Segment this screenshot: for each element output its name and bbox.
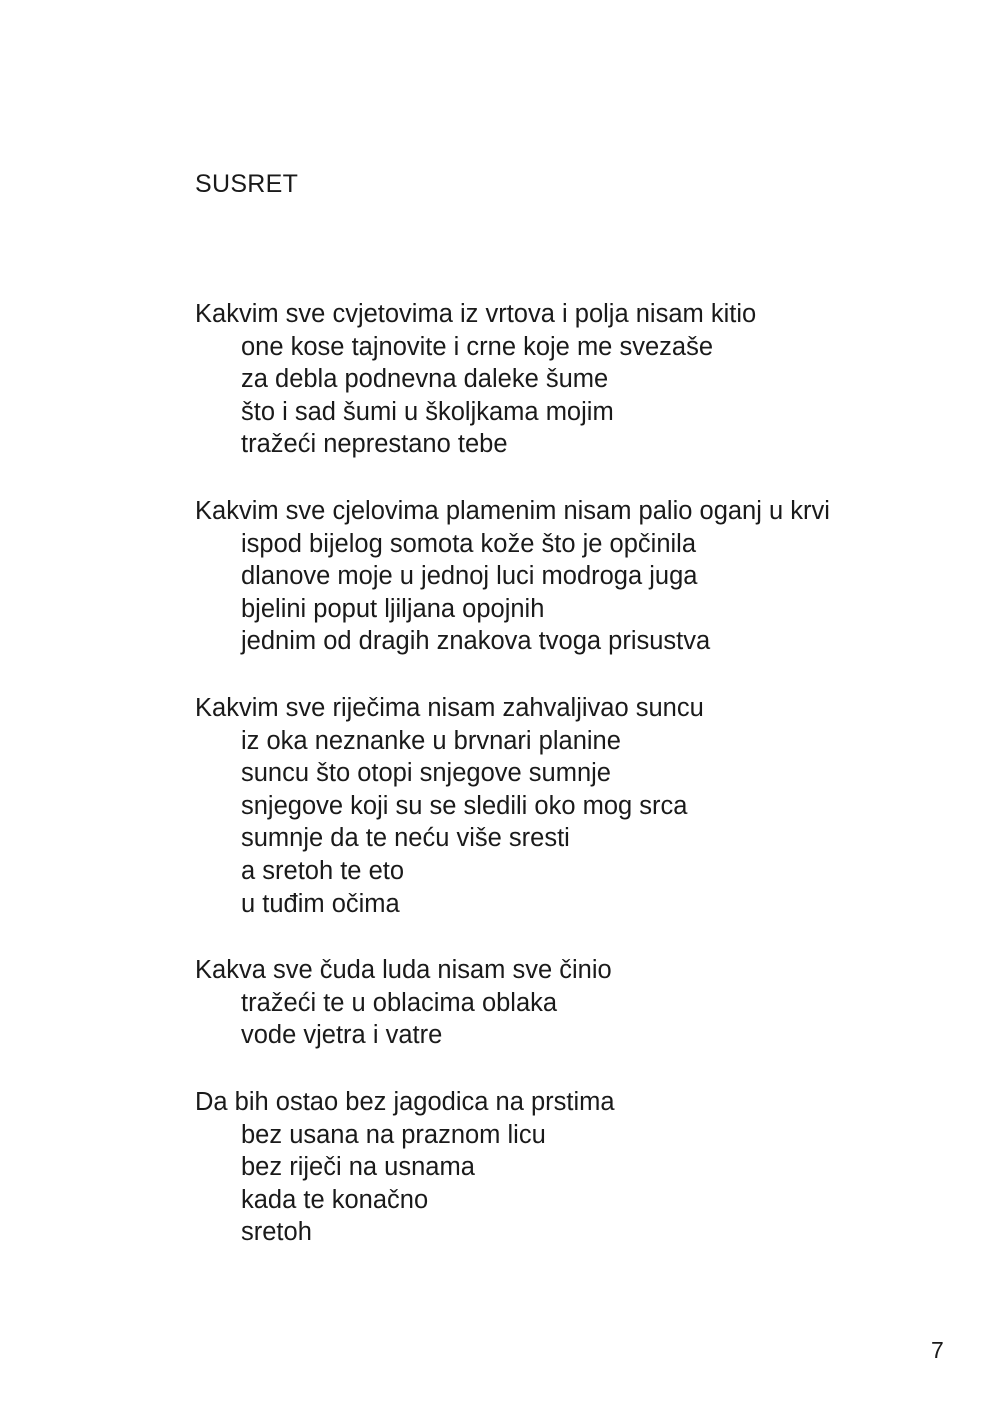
poem-line: bez riječi na usnama bbox=[241, 1153, 475, 1182]
poem-line: bez usana na praznom licu bbox=[241, 1120, 546, 1149]
poem-line: u tuđim očima bbox=[241, 889, 400, 918]
poem-line: bjelini poput ljiljana opojnih bbox=[241, 594, 545, 623]
stanza-3 bbox=[195, 692, 704, 920]
poem-line: iz oka neznanke u brvnari planine bbox=[241, 726, 621, 755]
poem-line: Kakvim sve riječima nisam zahvaljivao suncu bbox=[195, 694, 704, 722]
poem-line: jednim od dragih znakova tvoga prisustva bbox=[241, 627, 711, 656]
poem-line: sretoh bbox=[241, 1218, 312, 1247]
poem-line: Da bih ostao bez jagodica na prstima bbox=[195, 1088, 615, 1116]
poem-line: ispod bijelog somota kože što je opčinila bbox=[241, 529, 697, 558]
poem-line: tražeći te u oblacima oblaka bbox=[241, 988, 558, 1017]
poem-line: za debla podnevna daleke šume bbox=[241, 365, 609, 394]
poem-line: suncu što otopi snjegove sumnje bbox=[241, 759, 611, 788]
poem-line: Kakvim sve cvjetovima iz vrtova i polja nisam kitio bbox=[195, 300, 757, 328]
poem-line: što i sad šumi u školjkama mojim bbox=[241, 397, 614, 426]
poem-line: one kose tajnovite i crne koje me svezaše bbox=[241, 332, 713, 361]
poem-line: vode vjetra i vatre bbox=[241, 1021, 443, 1050]
page-number: 7 bbox=[931, 1337, 944, 1363]
stanza-5 bbox=[195, 1086, 615, 1249]
poem-line: Kakvim sve cjelovima plamenim nisam palio oganj u krvi bbox=[195, 497, 830, 525]
poem-line: sumnje da te neću više sresti bbox=[241, 824, 570, 853]
stanza-4 bbox=[195, 954, 612, 1052]
poem-title: SUSRET bbox=[195, 170, 299, 198]
poem-line: a sretoh te eto bbox=[241, 856, 405, 885]
stanza-1 bbox=[195, 298, 756, 461]
poem-line: Kakva sve čuda luda nisam sve činio bbox=[195, 956, 612, 984]
stanza-2 bbox=[195, 495, 830, 658]
poem-line: dlanove moje u jednoj luci modroga juga bbox=[241, 562, 698, 591]
poem-line: kada te konačno bbox=[241, 1185, 429, 1214]
poem-line: tražeći neprestano tebe bbox=[241, 430, 508, 459]
poem-line: snjegove koji su se sledili oko mog srca bbox=[241, 791, 688, 820]
